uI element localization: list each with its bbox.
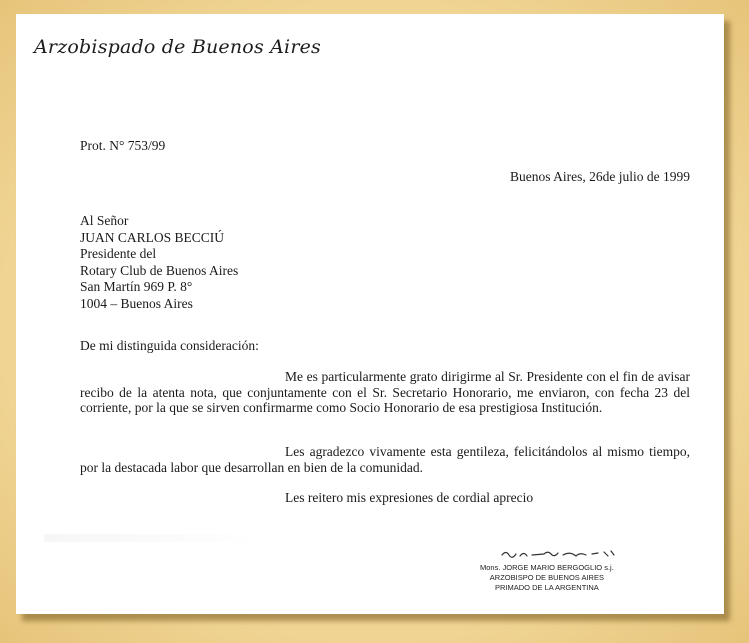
letterhead: Arzobispado de Buenos Aires: [34, 36, 322, 58]
signature-block: [480, 563, 614, 593]
handwritten-signature: [500, 546, 620, 560]
place-date: Buenos Aires, 26de julio de 1999: [510, 169, 690, 184]
recipient-line: Presidente del: [80, 246, 157, 261]
recipient-line: JUAN CARLOS BECCIÚ: [80, 229, 225, 245]
recipient-address: [80, 213, 238, 312]
body-paragraph-2: Les agradezco vivamente esta gentileza, felicitándolos al mismo tiempo, por la destacada labor que desarrollan en bien de la comunidad.: [80, 444, 690, 475]
recipient-line: Rotary Club de Buenos Aires: [80, 262, 239, 278]
closing-line: Les reitero mis expresiones de cordial aprecio: [285, 490, 534, 505]
recipient-line: San Martín 969 P. 8°: [80, 279, 193, 294]
salutation: De mi distinguida consideración:: [80, 338, 259, 353]
body-paragraph-1: Me es particularmente grato dirigirme al Sr. Presidente con el fin de avisar recibo de la atenta nota, que conjuntamente con el Sr. Secretario Honorario, me enviaron, con fecha 23 del corriente, por la que se sirven confirmarme como Socio Honorario de esa prestigiosa Institución.: [80, 369, 690, 415]
signature-title: PRIMADO DE LA ARGENTINA: [495, 583, 599, 592]
letter-page: [16, 14, 724, 614]
signature-name: Mons. JORGE MARIO BERGOGLIO s.j.: [480, 563, 614, 572]
signature-title: ARZOBISPO DE BUENOS AIRES: [489, 573, 604, 582]
faded-bleed-through: [44, 534, 264, 542]
recipient-line: 1004 – Buenos Aires: [80, 295, 193, 311]
recipient-line: Al Señor: [80, 213, 129, 228]
protocol-number: Prot. N° 753/99: [80, 138, 166, 153]
